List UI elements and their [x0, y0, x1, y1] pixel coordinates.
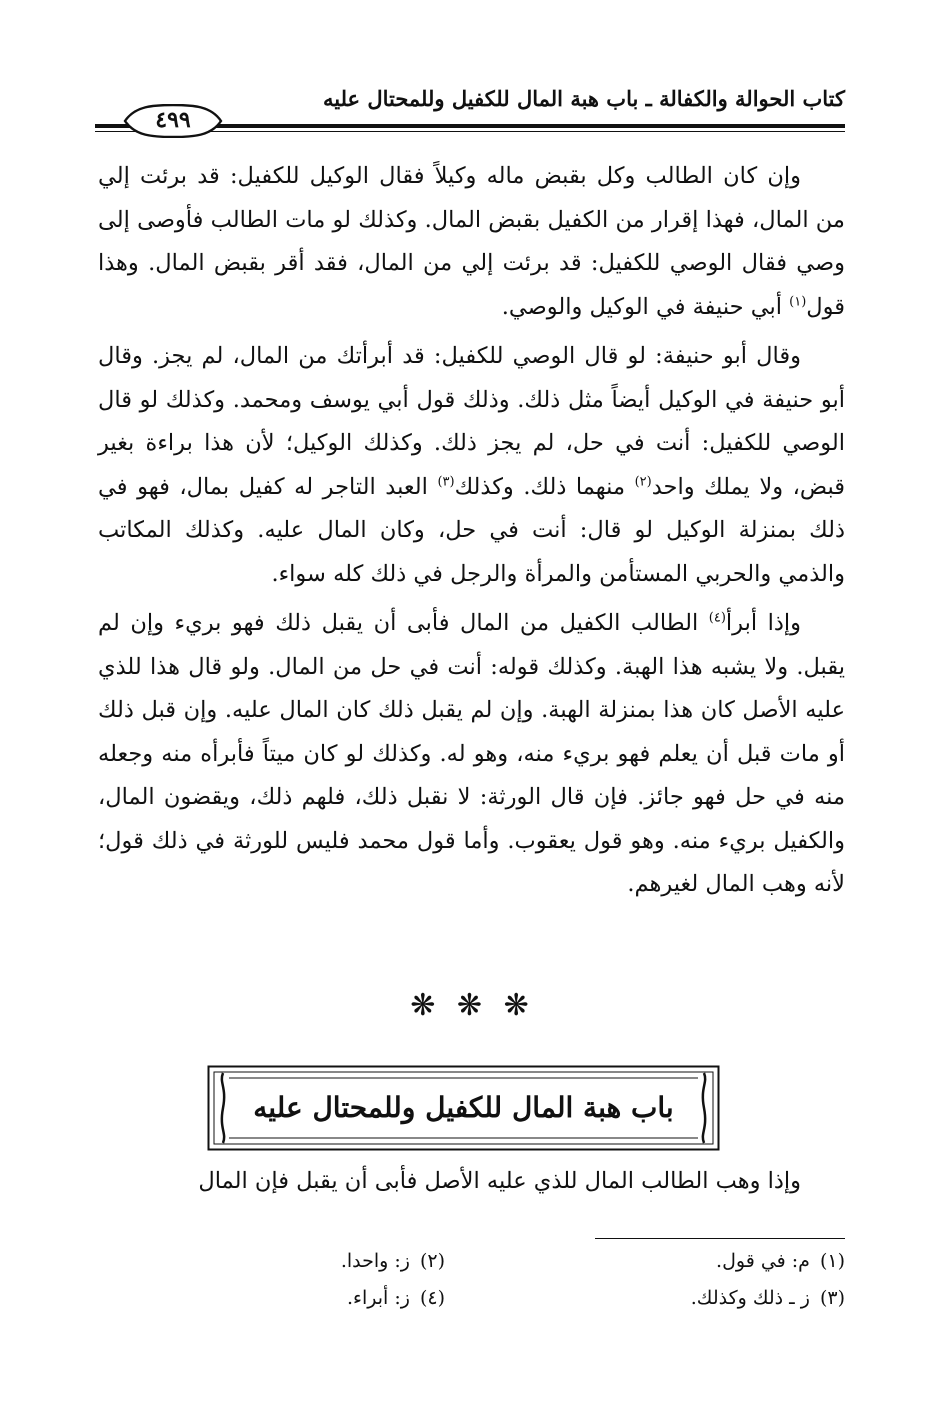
footnote-text: ز ـ ذلك وكذلك.: [690, 1287, 810, 1309]
footnotes: [98, 1250, 845, 1324]
chapter-opening-line: وإذا وهب الطالب المال للذي عليه الأصل فأبى أن يقبل فإن المال: [198, 1168, 801, 1194]
running-header: [95, 82, 845, 133]
footnote-separator: [595, 1238, 845, 1239]
footnote-number: (١): [819, 1250, 845, 1272]
body-text: [98, 155, 845, 907]
footnote-row: [98, 1287, 845, 1324]
page-number: ٤٩٩: [155, 107, 191, 133]
chapter-title: باب هبة المال للكفيل وللمحتال عليه: [253, 1091, 674, 1124]
footnote-4: [347, 1287, 445, 1309]
footnote-row: [98, 1250, 845, 1287]
footnote-ref-1[interactable]: (١): [789, 294, 807, 309]
footnote-text: م: في قول.: [716, 1250, 810, 1272]
footnote-2: [341, 1250, 445, 1272]
footnote-text: ز: أبراء.: [347, 1287, 410, 1309]
chapter-heading-frame: [207, 1065, 720, 1151]
footnote-number: (٢): [419, 1250, 445, 1272]
section-ornament: ❋ ❋ ❋: [410, 988, 535, 1023]
running-header-title: كتاب الحوالة والكفالة ـ باب هبة المال للكفيل وللمحتال عليه: [322, 86, 845, 111]
footnote-number: (٤): [419, 1287, 445, 1309]
paragraph-3: وإذا أبرأ$^{(٤)}$ الطالب الكفيل من المال فأبى أن يقبل ذلك فهو بريء وإن لم يقبل. ولا يشبه هذا الهبة. وكذلك قوله: أنت في حل من المال. ولو قال هذا للذي عليه الأصل كان هذا بمنزلة الهبة. وإن لم يقبل ذلك كان المال عليه. وإن قبل ذلك أو مات قبل أن يعلم فهو بريء منه، وهو له. وكذلك لو كان ميتاً فأبرأه منه وجعله منه في حل فهو جائز. فإن قال الورثة: لا نقبل ذلك، فلهم ذلك، ويقضون المال، والكفيل بريء منه. وهو قول يعقوب. وأما قول محمد فليس للورثة في ذلك قول؛ لأنه وهب المال لغيرهم.: [98, 610, 845, 897]
footnote-number: (٣): [819, 1287, 845, 1309]
footnote-3: [691, 1287, 845, 1309]
paragraph-1: وإن كان الطالب وكل بقبض ماله وكيلاً فقال الوكيل للكفيل: قد برئت إلي من المال، فهذا إقرار من الكفيل بقبض المال. وكذلك لو مات الطالب فأوصى إلى وصي فقال الوصي للكفيل: قد برئت إلي من المال، فقد أقر بقبض المال. وهذا قول$^{(١)}$ أبي حنيفة في الوكيل والوصي.: [98, 163, 845, 320]
footnote-1: [716, 1250, 845, 1272]
footnote-ref-2[interactable]: (٢): [634, 474, 652, 489]
paragraph-2: وقال أبو حنيفة: لو قال الوصي للكفيل: قد أبرأتك من المال، لم يجز. وقال أبو حنيفة في الوكيل أيضاً مثل ذلك. وذلك قول أبي يوسف ومحمد. وكذلك لو قال الوصي للكفيل: أنت في حل، لم يجز ذلك. وكذلك الوكيل؛ لأن هذا براءة بغير قبض، ولا يملك واحد$^{(٢)}$ منهما ذلك. وكذلك$^{(٣)}$ العبد التاجر له كفيل بمال، فهو في ذلك بمنزلة الوكيل لو قال: أنت في حل، وكان المال عليه. وكذلك المكاتب والذمي والحربي المستأمن والمرأة والرجل في ذلك كله سواء.: [98, 343, 846, 587]
page-number-plate: [123, 104, 223, 138]
footnote-ref-3[interactable]: (٣): [437, 474, 455, 489]
footnote-text: ز: واحدا.: [340, 1250, 410, 1272]
footnote-ref-4[interactable]: (٤): [708, 610, 726, 626]
